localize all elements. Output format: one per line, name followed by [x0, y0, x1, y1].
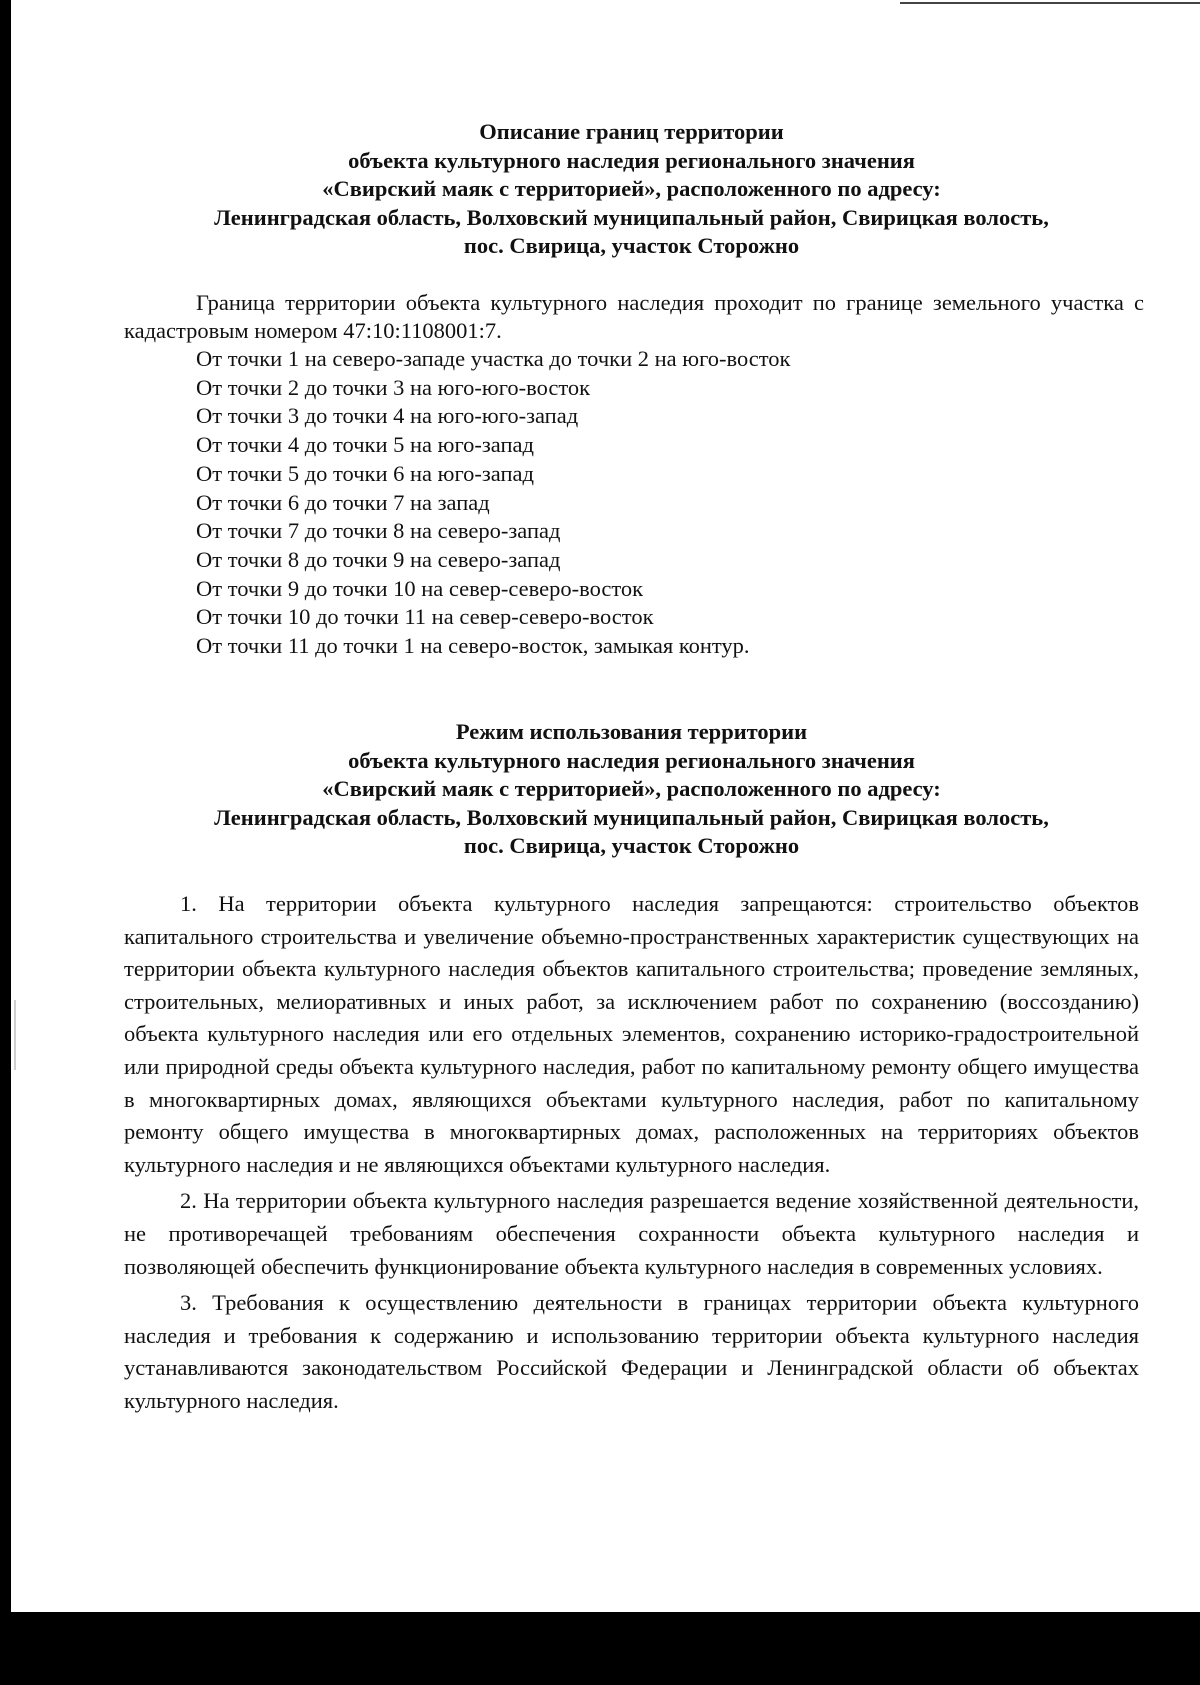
boundary-point-item: От точки 7 до точки 8 на северо-запад: [196, 518, 561, 544]
usage-regime-section: [124, 888, 1139, 1422]
boundary-points-list: [124, 345, 1144, 661]
heading-line: пос. Свирица, участок Сторожно: [463, 833, 800, 858]
boundary-point-item: От точки 5 до точки 6 на юго-запад: [196, 460, 534, 486]
heading-line: объекта культурного наследия регионального значения: [348, 747, 915, 773]
heading-line: Ленинградская область, Волховский муниципальный район, Свирицкая волость,: [214, 804, 1049, 830]
boundary-section: [124, 289, 1144, 661]
heading-line: Ленинградская область, Волховский муниципальный район, Свирицкая волость,: [214, 204, 1049, 230]
regime-paragraph-1: 1. На территории объекта культурного наследия запрещаются: строительство объектов капитального строительства и увеличение объемно-пространственных характеристик существующих на территории объекта культурного наследия объектов капитального строительства; проведение земляных, строительных, мелиоративных и иных работ, за исключением работ по сохранению (воссозданию) объекта культурного наследия или его отдельных элементов, сохранению историко-градостроительной или природной среды объекта культурного наследия, работ по капитальному ремонту общего имущества в многоквартирных домах, являющихся объектами культурного наследия, работ по капитальному ремонту общего имущества в многоквартирных домах, расположенных на территориях объектов культурного наследия и не являющихся объектами культурного наследия.: [124, 891, 1139, 1177]
boundary-point-item: От точки 11 до точки 1 на северо-восток, замыкая контур.: [196, 633, 750, 659]
boundary-point-item: От точки 9 до точки 10 на север-северо-восток: [196, 575, 644, 601]
boundary-point-item: От точки 3 до точки 4 на юго-юго-запад: [196, 403, 579, 429]
boundary-point-item: От точки 1 на северо-западе участка до точки 2 на юго-восток: [196, 346, 791, 371]
heading-line: пос. Свирица, участок Сторожно: [463, 233, 800, 258]
boundary-description-heading: [124, 118, 1139, 261]
boundary-point-item: От точки 4 до точки 5 на юго-запад: [196, 432, 534, 458]
usage-regime-heading: [124, 718, 1139, 861]
boundary-point-item: От точки 8 до точки 9 на северо-запад: [196, 546, 561, 572]
boundary-intro-paragraph: Граница территории объекта культурного наследия проходит по границе земельного участка с кадастровым номером 47:10:1108001:7.: [124, 290, 1144, 343]
boundary-point-item: От точки 10 до точки 11 на север-северо-восток: [196, 604, 654, 630]
scan-left-mark: [14, 1000, 16, 1070]
heading-line: «Свирский маяк с территорией», расположенного по адресу:: [322, 176, 941, 201]
heading-line: Описание границ территории: [479, 119, 784, 144]
heading-line: «Свирский маяк с территорией», расположенного по адресу:: [322, 776, 941, 801]
regime-paragraph-2: 2. На территории объекта культурного наследия разрешается ведение хозяйственной деятельности, не противоречащей требованиям обеспечения сохранности объекта культурного наследия и позволяющей обеспечить функционирование объекта культурного наследия в современных условиях.: [124, 1188, 1139, 1279]
heading-line: Режим использования территории: [455, 719, 808, 744]
boundary-point-item: От точки 2 до точки 3 на юго-юго-восток: [196, 374, 591, 400]
regime-paragraph-3: 3. Требования к осуществлению деятельности в границах территории объекта культурного наследия и требования к содержанию и использованию территории объекта культурного наследия устанавливаются законодательством Российской Федерации и Ленинградской области об объектах культурного наследия.: [124, 1290, 1139, 1413]
scan-bottom-band: [0, 1612, 1200, 1685]
scan-left-edge: [0, 0, 11, 1685]
scan-top-line: [900, 2, 1200, 4]
heading-line: объекта культурного наследия регионального значения: [348, 147, 915, 173]
boundary-point-item: От точки 6 до точки 7 на запад: [196, 489, 490, 515]
